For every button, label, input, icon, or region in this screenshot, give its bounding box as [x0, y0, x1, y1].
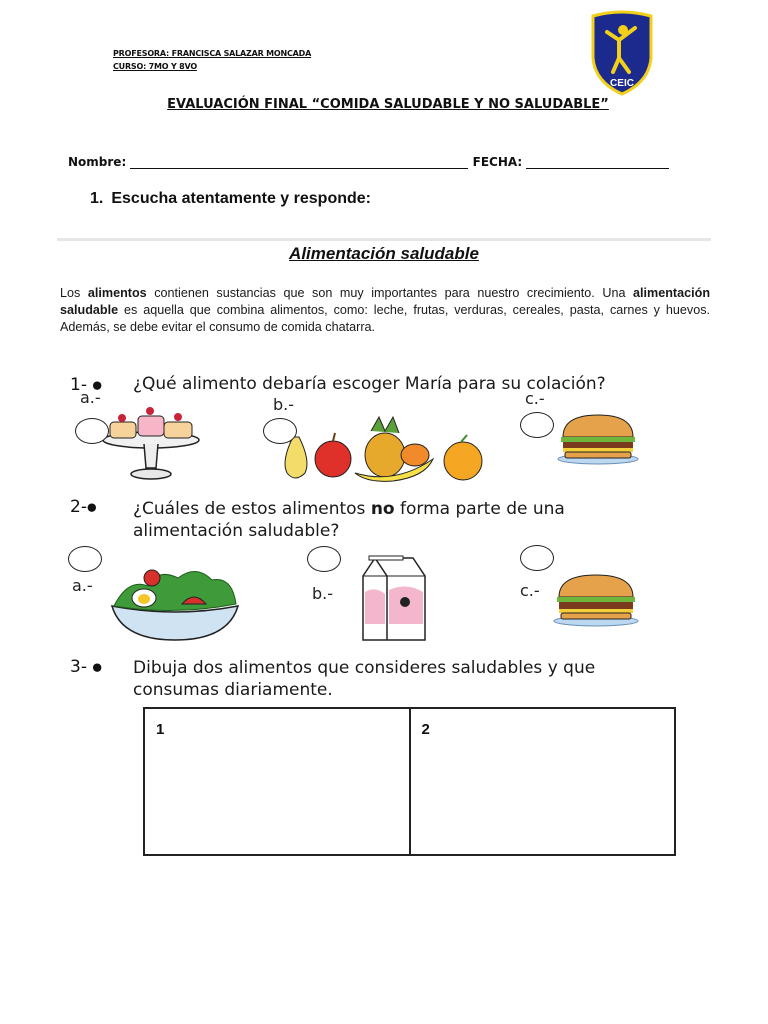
- section-number: 1.: [90, 190, 104, 207]
- question-3-text: [133, 657, 595, 701]
- question-1-text: ¿Qué alimento debaría escoger María para su colación?: [133, 374, 606, 394]
- question-3-number: [70, 657, 102, 677]
- q2-option-a-radio[interactable]: [68, 546, 102, 572]
- reading-text: contienen sustancias que son muy importantes para nuestro crecimiento. Una: [146, 286, 634, 300]
- course-name: CURSO: 7MO Y 8VO: [113, 62, 197, 71]
- logo-text: CEIC: [610, 78, 634, 89]
- q2-option-a-label: a.-: [72, 576, 93, 595]
- q3-text-line1: Dibuja dos alimentos que consideres saludables y que: [133, 658, 596, 678]
- q1-option-a-label: a.-: [80, 388, 101, 407]
- q1-option-c-radio[interactable]: [520, 412, 554, 438]
- q2-text: forma parte de una: [394, 499, 565, 519]
- bullet-icon: ●: [86, 500, 97, 514]
- q2-text-line2: alimentación saludable?: [133, 521, 340, 541]
- bullet-icon: ●: [92, 660, 102, 674]
- question-2-number: [70, 497, 97, 517]
- q1-option-a-radio[interactable]: [75, 418, 109, 444]
- date-label: FECHA:: [472, 155, 523, 169]
- reading-text: es aquella que combina alimentos, como: leche, frutas, verduras, cereales, pasta, carnes y huevos. Además, se debe evitar el consumo de comida chatarra.: [60, 303, 710, 334]
- page-title: EVALUACIÓN FINAL “COMIDA SALUDABLE Y NO SALUDABLE”: [167, 97, 609, 112]
- reading-paragraph: [60, 285, 710, 336]
- school-crest-logo: [589, 10, 655, 96]
- section-instruction: [90, 190, 371, 208]
- q2-option-c-radio[interactable]: [520, 545, 554, 571]
- q2-option-b-label: b.-: [312, 584, 334, 603]
- drawing-box-1[interactable]: [145, 709, 409, 854]
- q2-option-b-radio[interactable]: [307, 546, 341, 572]
- section-text: Escucha atentamente y responde:: [111, 190, 371, 207]
- box-number: 2: [421, 721, 430, 738]
- teacher-info: [113, 47, 311, 73]
- cake-stand-icon: [100, 404, 202, 484]
- milk-carton-icon: [355, 552, 431, 644]
- q1-option-c-label: c.-: [525, 389, 545, 408]
- question-number: 1-: [70, 375, 87, 395]
- drawing-box-2[interactable]: [409, 709, 675, 854]
- q2-bold-word: no: [370, 499, 395, 519]
- reading-title: Alimentación saludable: [289, 244, 479, 263]
- question-number: 2-: [70, 497, 87, 517]
- reading-bold-term: alimentos: [87, 286, 147, 300]
- question-number: 3-: [70, 657, 87, 677]
- reading-text: Los: [60, 286, 88, 300]
- hamburger-icon: [553, 573, 639, 627]
- q2-option-c-label: c.-: [520, 581, 540, 600]
- name-field[interactable]: [130, 155, 468, 169]
- date-field[interactable]: [526, 155, 669, 169]
- name-label: Nombre:: [68, 155, 127, 169]
- q3-text-line2: consumas diariamente.: [133, 680, 333, 700]
- teacher-name: PROFESORA: FRANCISCA SALAZAR MONCADA: [113, 49, 312, 58]
- q2-text: ¿Cuáles de estos alimentos: [133, 499, 371, 519]
- question-2-text: [133, 498, 565, 542]
- reading-bold-term: alimentación saludable: [60, 286, 711, 317]
- fruits-icon: [275, 415, 487, 483]
- drawing-grid: [143, 707, 676, 856]
- salad-icon: [108, 562, 242, 642]
- divider: [57, 238, 711, 241]
- bullet-icon: ●: [92, 378, 102, 392]
- q1-option-b-label: b.-: [273, 395, 295, 414]
- q1-option-b-radio[interactable]: [263, 418, 297, 444]
- student-form-row: [68, 155, 669, 169]
- hamburger-icon: [557, 413, 639, 465]
- box-number: 1: [156, 721, 165, 738]
